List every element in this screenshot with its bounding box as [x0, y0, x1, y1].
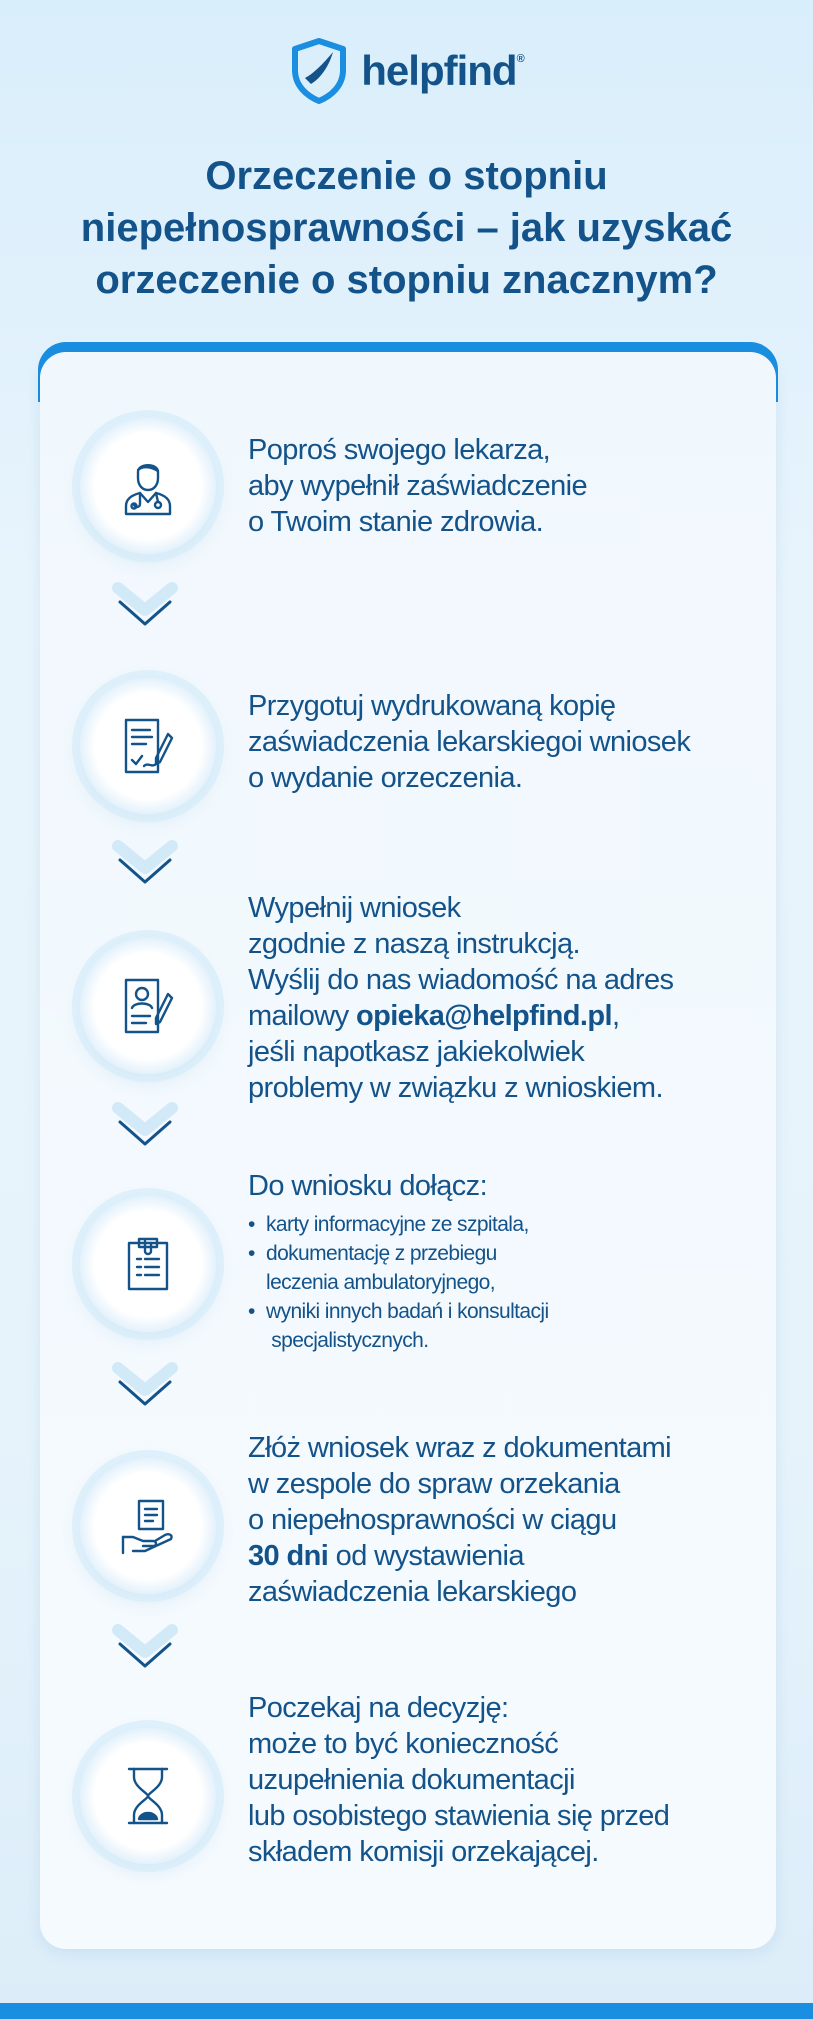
- deadline-days: 30 dni: [248, 1540, 329, 1572]
- step-3-line: jeśli napotkasz jakiekolwiek: [248, 1036, 585, 1068]
- hourglass-icon: [125, 1765, 171, 1827]
- step-4-icon-circle: [80, 1196, 216, 1332]
- step-5: [80, 1430, 760, 1620]
- step-3-icon-circle: [80, 938, 216, 1074]
- chevron-down-icon: [110, 1100, 180, 1160]
- brand-name: helpfind®: [361, 47, 524, 94]
- step-6: [80, 1690, 760, 1890]
- id-document-icon: [120, 976, 176, 1036]
- step-3-text: [248, 890, 673, 1106]
- title-line-3: orzeczenie o stopniu znacznym?: [95, 258, 718, 302]
- step-2-icon-circle: [80, 678, 216, 814]
- list-item: • karty informacyjne ze szpitala,: [248, 1210, 549, 1239]
- clipboard-icon: [123, 1235, 173, 1293]
- page-title: [40, 150, 773, 306]
- signed-document-icon: [120, 716, 176, 776]
- step-2-line: o wydanie orzeczenia.: [248, 762, 523, 794]
- shield-logo-icon: [289, 38, 349, 104]
- step-5-line: o niepełnosprawności w ciągu: [248, 1504, 617, 1536]
- step-1: [80, 418, 760, 568]
- step-5-line: Złóż wniosek wraz z dokumentami: [248, 1432, 671, 1464]
- step-1-line: Poproś swojego lekarza,: [248, 434, 551, 466]
- step-1-text: [248, 432, 587, 540]
- title-line-1: Orzeczenie o stopniu: [205, 154, 608, 198]
- title-line-2: niepełnosprawności – jak uzyskać: [80, 206, 733, 250]
- doctor-icon: [120, 456, 176, 516]
- step-5-line: zaświadczenia lekarskiego: [248, 1576, 577, 1608]
- step-2: [80, 678, 760, 828]
- step-2-line: Przygotuj wydrukowaną kopię: [248, 690, 616, 722]
- step-2-text: [248, 688, 690, 796]
- bottom-bar: [0, 2003, 813, 2019]
- step-4-heading: Do wniosku dołącz:: [248, 1170, 488, 1202]
- step-6-line: lub osobistego stawienia się przed: [248, 1800, 670, 1832]
- hand-document-icon: [119, 1497, 177, 1555]
- step-6-line: składem komisji orzekającej.: [248, 1836, 599, 1868]
- logo: [0, 38, 813, 104]
- step-6-icon-circle: [80, 1728, 216, 1864]
- chevron-down-icon: [110, 1360, 180, 1420]
- email-link[interactable]: opieka@helpfind.pl: [356, 1000, 612, 1032]
- step-3-line: Wyślij do nas wiadomość na adres: [248, 964, 674, 996]
- step-3-line: problemy w związku z wnioskiem.: [248, 1072, 663, 1104]
- step-6-line: uzupełnienia dokumentacji: [248, 1764, 575, 1796]
- step-6-line: może to być konieczność: [248, 1728, 559, 1760]
- step-3-mail-line: mailowy opieka@helpfind.pl,: [248, 1000, 620, 1032]
- step-1-icon-circle: [80, 418, 216, 554]
- step-3-line: Wypełnij wniosek: [248, 892, 461, 924]
- step-5-line: w zespole do spraw orzekania: [248, 1468, 620, 1500]
- step-1-line: o Twoim stanie zdrowia.: [248, 506, 544, 538]
- chevron-down-icon: [110, 838, 180, 898]
- chevron-down-icon: [110, 1622, 180, 1682]
- attachments-list: [248, 1210, 549, 1355]
- chevron-down-icon: [110, 580, 180, 640]
- step-3: [80, 890, 760, 1110]
- step-4: [80, 1168, 760, 1358]
- step-6-text: [248, 1690, 669, 1870]
- list-item: • dokumentację z przebiegu leczenia ambulatoryjnego,: [248, 1239, 549, 1297]
- step-1-line: aby wypełnił zaświadczenie: [248, 470, 588, 502]
- list-item: • wyniki innych badań i konsultacji specjalistycznych.: [248, 1297, 549, 1355]
- step-5-deadline-line: 30 dni od wystawienia: [248, 1540, 524, 1572]
- step-6-line: Poczekaj na decyzję:: [248, 1692, 509, 1724]
- step-5-icon-circle: [80, 1458, 216, 1594]
- step-2-line: zaświadczenia lekarskiegoi wniosek: [248, 726, 691, 758]
- step-5-text: [248, 1430, 671, 1610]
- step-3-line: zgodnie z naszą instrukcją.: [248, 928, 580, 960]
- step-4-text: [248, 1168, 549, 1355]
